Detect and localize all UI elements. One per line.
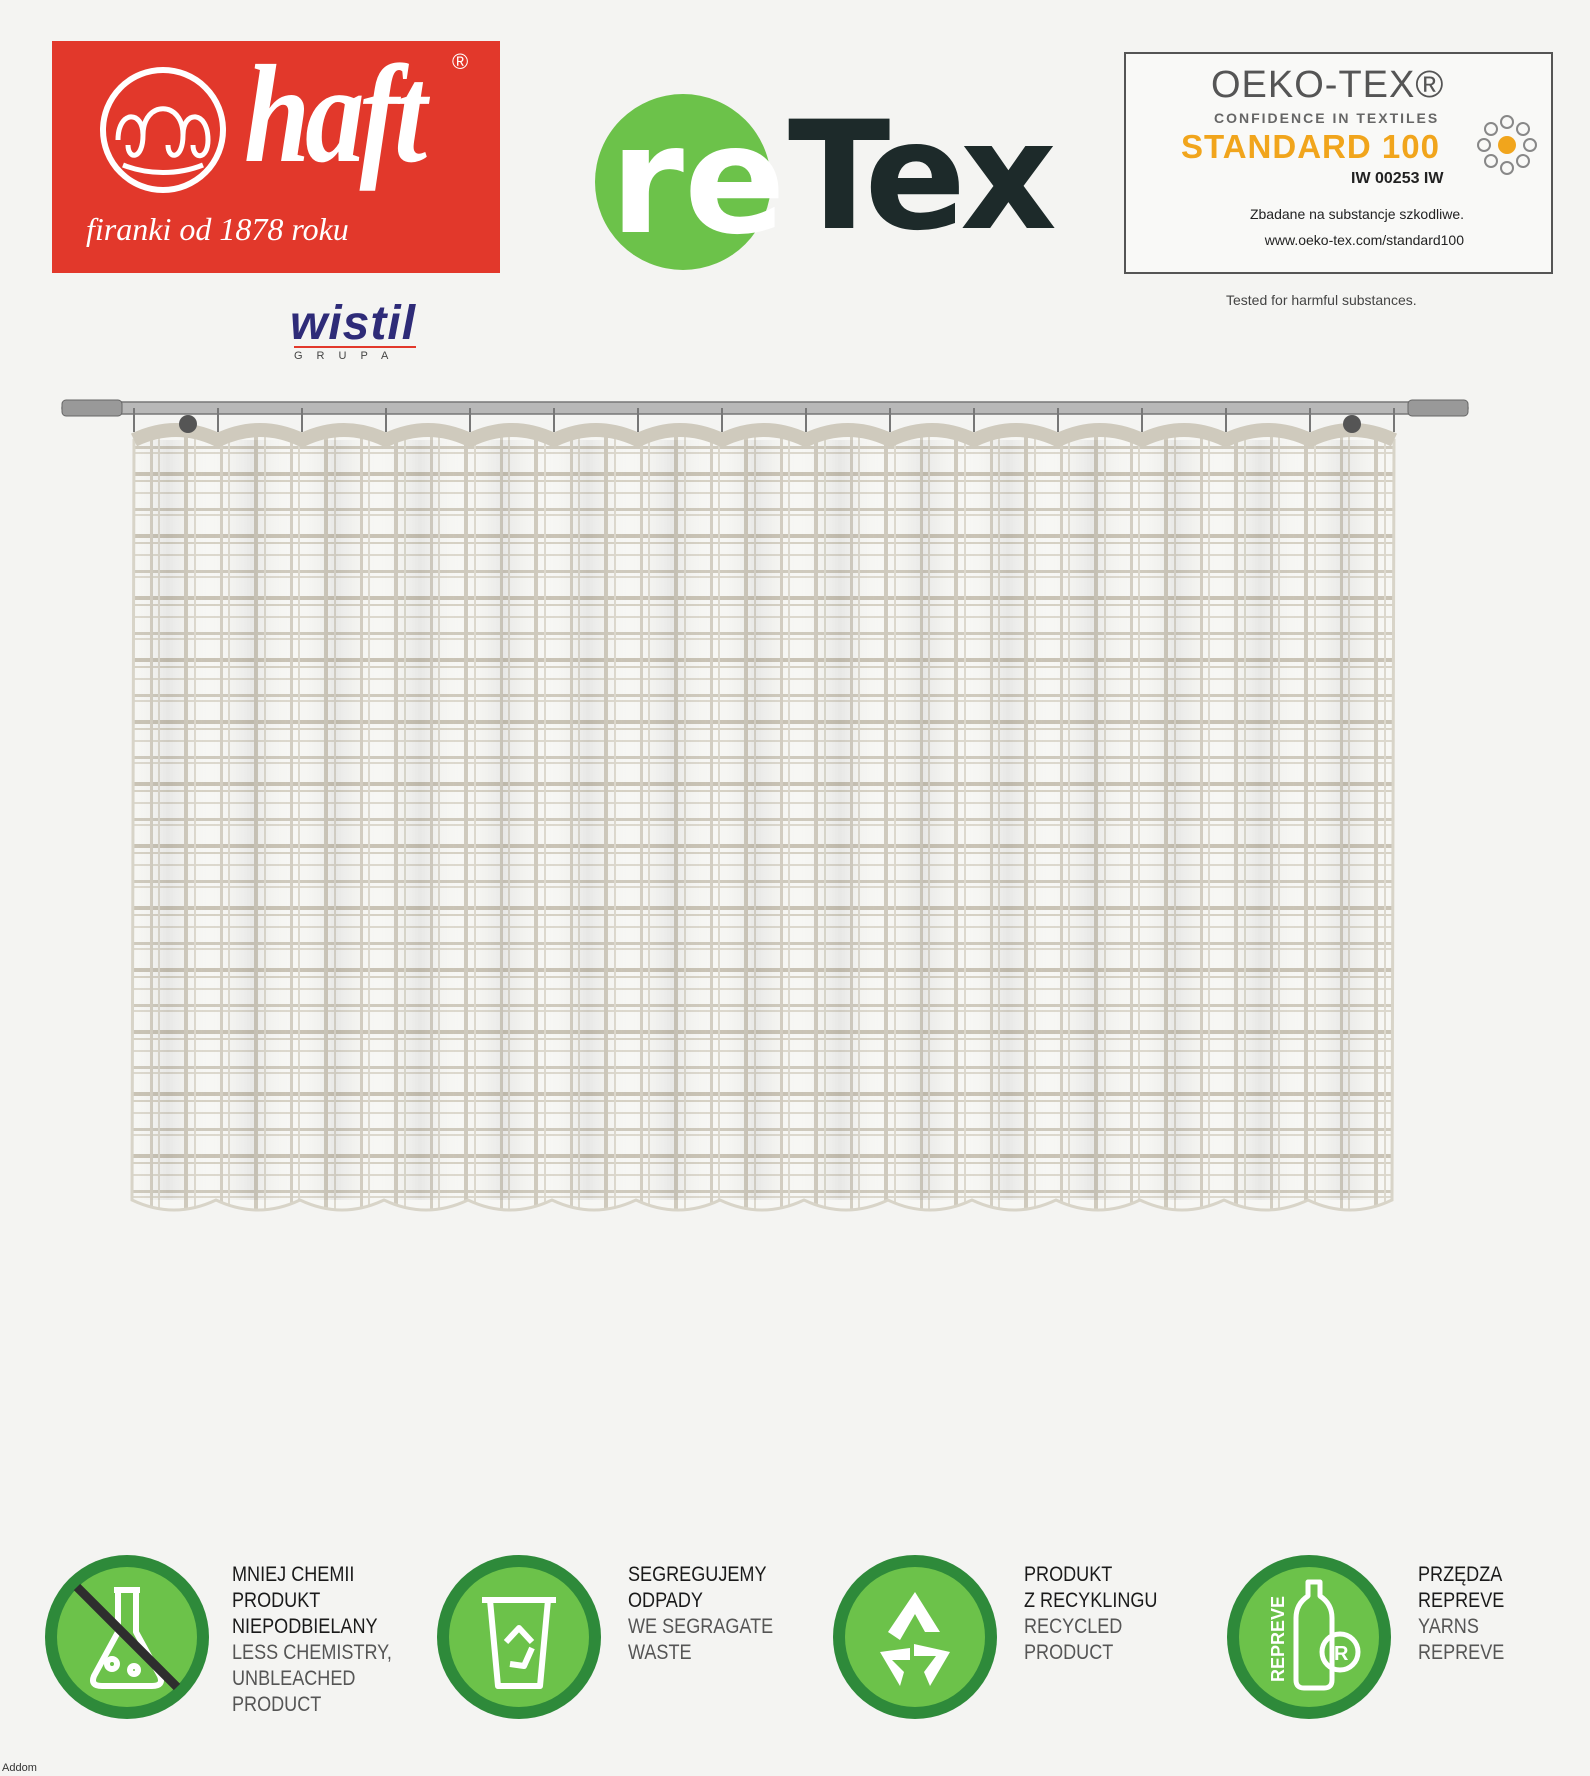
feature-text-line: REPREVE	[1418, 1641, 1505, 1664]
feature-recycled-product	[1024, 1562, 1157, 1666]
rod-end-left	[62, 400, 122, 416]
rod-bracket-right	[1343, 415, 1361, 433]
feature-text-line: REPREVE	[1418, 1589, 1505, 1612]
recycle-bin-icon	[434, 1552, 604, 1722]
oeko-flower-icon	[1472, 110, 1542, 180]
feature-text-line: WE SEGRAGATE	[628, 1615, 774, 1638]
feature-text-line: PRODUKT	[232, 1589, 321, 1612]
wistil-logo	[290, 297, 417, 362]
curtain-illustration	[0, 380, 1590, 1380]
oeko-note-pl: Zbadane na substancje szkodliwe.	[1249, 206, 1464, 222]
haft-registered-mark: ®	[452, 49, 469, 74]
feature-text-line: WASTE	[628, 1641, 692, 1664]
no-chemistry-flask-icon	[42, 1552, 212, 1722]
retex-circle-icon	[588, 92, 788, 272]
feature-text-line: RECYCLED	[1024, 1615, 1123, 1638]
retex-wordmark: Tex	[788, 90, 1051, 264]
feature-text-line: NIEPODBIELANY	[232, 1615, 378, 1638]
feature-text-line: PRODUCT	[1024, 1641, 1114, 1664]
feature-segregate-waste	[628, 1562, 773, 1666]
feature-text-line: YARNS	[1418, 1615, 1479, 1638]
retex-logo	[588, 90, 1051, 272]
rod-end-right	[1408, 400, 1468, 416]
curtain-rod	[62, 402, 1468, 414]
feature-text-line: UNBLEACHED	[232, 1667, 356, 1690]
oeko-standard: STANDARD 100	[1181, 128, 1440, 165]
oeko-subtitle: CONFIDENCE IN TEXTILES	[1214, 110, 1440, 126]
repreve-icon-label: REPREVE	[1268, 1595, 1288, 1682]
wistil-wordmark: wistil	[290, 297, 417, 350]
feature-text-line: Z RECYKLINGU	[1024, 1589, 1158, 1612]
feature-text-line: PRODUKT	[1024, 1563, 1113, 1586]
oeko-note-en: Tested for harmful substances.	[1226, 292, 1417, 308]
feature-text-line: MNIEJ CHEMII	[232, 1563, 355, 1586]
registered-r-glyph: R	[1334, 1643, 1349, 1665]
feature-repreve-yarns	[1418, 1562, 1504, 1666]
haft-logo	[52, 37, 500, 273]
haft-emblem-icon	[88, 65, 238, 195]
curtain-folds	[132, 440, 1394, 1200]
retex-prefix: re	[610, 94, 786, 268]
footer-credit: Addom	[2, 1762, 37, 1774]
oeko-title: OEKO-TEX®	[1211, 64, 1445, 106]
wistil-group-label: GRUPA	[294, 346, 416, 362]
feature-text-line: LESS CHEMISTRY,	[232, 1641, 392, 1664]
oeko-url: www.oeko-tex.com/standard100	[1264, 232, 1464, 248]
haft-wordmark: haft	[244, 37, 422, 192]
rod-bracket-left	[179, 415, 197, 433]
feature-less-chemistry	[232, 1562, 392, 1718]
feature-text-line: PRODUCT	[232, 1693, 322, 1716]
haft-tagline: firanki od 1878 roku	[86, 211, 349, 247]
repreve-bottle-icon	[1224, 1552, 1394, 1722]
recycle-arrows-icon	[830, 1552, 1000, 1722]
oeko-code: IW 00253 IW	[1351, 170, 1444, 187]
oeko-tex-certificate	[1124, 52, 1553, 274]
feature-text-line: PRZĘDZA	[1418, 1563, 1503, 1586]
feature-text-line: SEGREGUJEMY	[628, 1563, 767, 1586]
feature-text-line: ODPADY	[628, 1589, 703, 1612]
